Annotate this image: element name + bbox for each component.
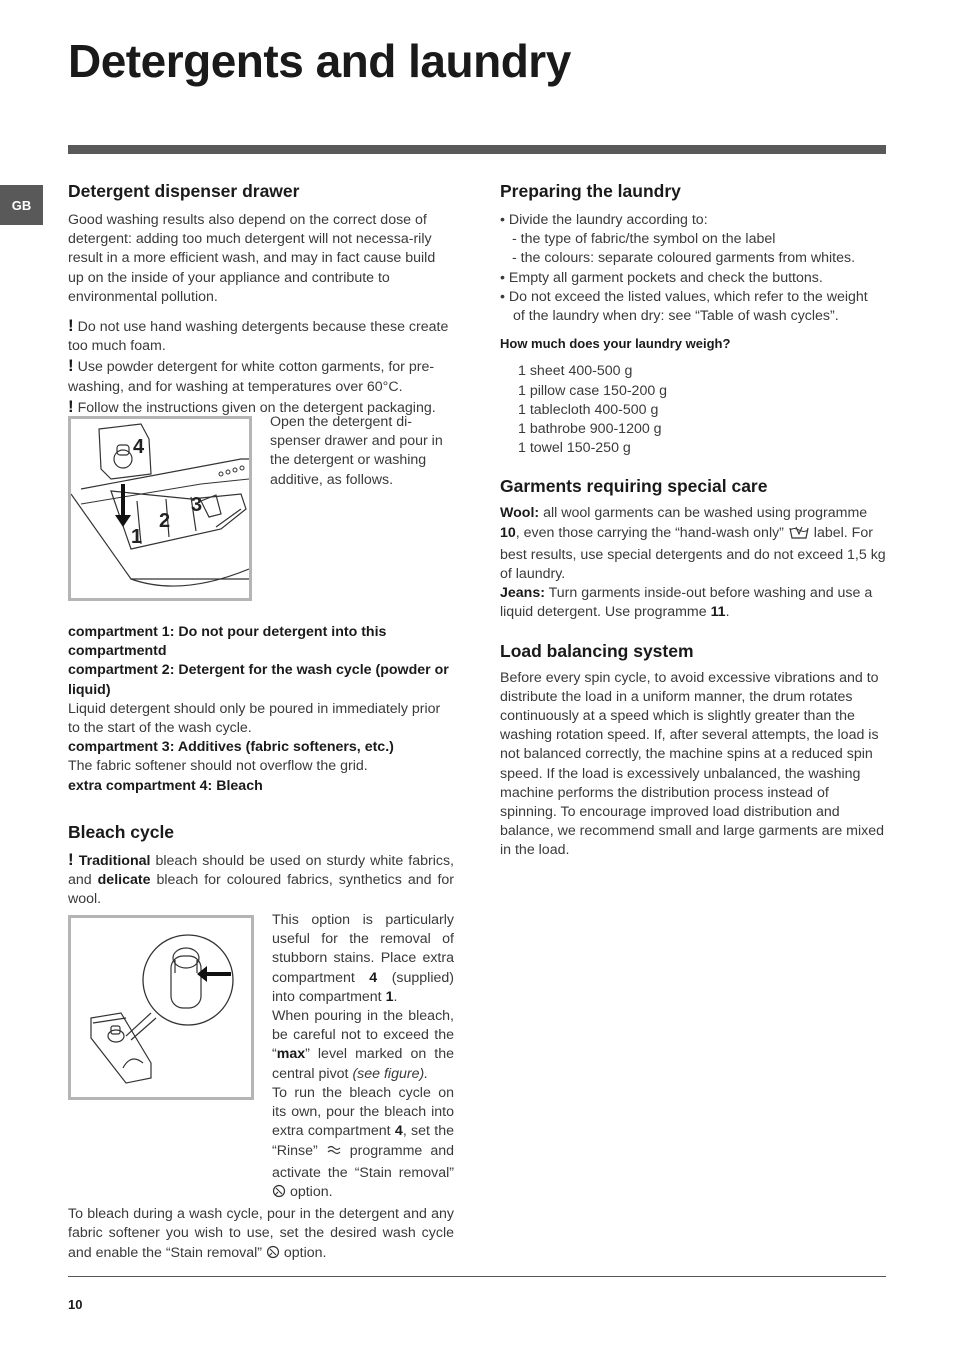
rinse-icon [326,1144,342,1164]
left-column [68,180,454,418]
right-column [500,180,888,861]
preparing-line-5: • Do not exceed the listed values, which refer to the weight [500,288,868,305]
compartments-list [68,623,454,909]
compartment-2: compartment 2: Detergent for the wash cycle (powder or liquid) [68,662,449,698]
figure-label-4: 4 [133,436,145,458]
bleach-heading: Bleach cycle [68,821,175,842]
title-divider [68,145,886,154]
page-title: Detergents and laundry [68,35,571,87]
language-tab: GB [0,185,43,225]
detergent-heading: Detergent dispenser drawer [68,181,300,201]
list-item: 1 tablecloth 400-500 g [518,401,659,418]
preparing-line-6: of the laundry when dry: see “Table of wash cycles”. [513,308,839,325]
hand-wash-icon [788,524,810,546]
warning-1: ! Do not use hand washing detergents because these create too much foam. [68,316,449,355]
wool-paragraph: Wool: all wool garments can be washed using programme 10, even those carrying the “hand-wash only” label. For best results, use special detergents and do not exceed 1,5 kg of laundry. [500,505,886,583]
footer-divider [68,1276,886,1277]
detergent-intro: Good washing results also depend on the correct dose of detergent: adding too much detergent will not necessa-rily result in a more efficient wash, and may in fact cause build up on the inside of your appliance and contribute to environmental pollution. [68,212,436,305]
list-item: 1 sheet 400-500 g [518,363,633,380]
figure-label-3: 3 [191,494,203,516]
weights-list [500,362,888,458]
bleach-intro: ! Traditional bleach should be used on sturdy white fabrics, and delicate bleach for coloured fabrics, synthetics and for wool. [68,849,454,908]
figure-label-2: 2 [159,510,171,532]
warning-3: ! Follow the instructions given on the detergent packaging. [68,396,436,416]
drawer-figure [68,416,252,601]
bleach-figure [68,915,254,1100]
jeans-paragraph: Jeans: Turn garments inside-out before washing and use a liquid detergent. Use programme 11. [500,585,873,621]
load-balancing-text: Before every spin cycle, to avoid excessive vibrations and to distribute the load in a uniform manner, the drum rotates continuously at a speed which is slightly greater than the washing rotation speed. If, after several attempts, the load is not balanced correctly, the machine spins at a reduced spin speed. If the load is excessively unbalanced, the washing machine performs the distribution process instead of spinning. To encourage improved load distribution and balance, we recommend small and large garments are mixed in the load. [500,669,885,859]
figure-label-1: 1 [131,526,143,548]
preparing-line-3: - the colours: separate coloured garments from whites. [512,250,856,267]
bleach-run-text: To run the bleach cycle on its own, pour the bleach into extra compartment 4, set the “Rinse” programme and activate the “Stain removal” option. To bleach during a wash cycle, pour in the detergent and any fabric softener you wish to use, set the desired wash cycle and enable the “Stain removal” option. [68,1084,454,1266]
list-item: 1 bathrobe 900-1200 g [518,421,662,438]
preparing-line-2: - the type of fabric/the symbol on the label [512,231,776,248]
stain-removal-icon [266,1244,280,1266]
bleach-instructions: This option is particularly useful for the removal of stubborn stains. Place extra compartment 4 (supplied) into compartment 1. When pouring in the bleach, be careful not to exceed the “max” level marked on the central pivot (see figure). [272,912,454,1082]
page-number: 10 [68,1297,83,1312]
list-item: 1 towel 150-250 g [518,440,631,457]
preparing-line-1: • Divide the laundry according to: [500,212,708,228]
special-care-heading: Garments requiring special care [500,476,768,497]
preparing-heading: Preparing the laundry [500,181,681,201]
compartment-3: compartment 3: Additives (fabric softeners, etc.) [68,739,394,756]
compartment-2-note: Liquid detergent should only be poured in immediately prior to the start of the wash cycle. [68,700,441,737]
compartment-1: compartment 1: Do not pour detergent into this compartmentd [68,624,387,660]
preparing-line-4: • Empty all garment pockets and check the buttons. [500,269,823,286]
compartment-3-note: The fabric softener should not overflow the grid. [68,758,368,775]
load-balancing-heading: Load balancing system [500,640,694,661]
list-item: 1 pillow case 150-200 g [518,382,668,399]
warning-2: ! Use powder detergent for white cotton garments, for pre-washing, and for washing at temperatures over 60°C. [68,356,435,395]
compartment-4: extra compartment 4: Bleach [68,777,263,794]
weigh-heading: How much does your laundry weigh? [500,336,731,352]
drawer-figure-caption: Open the detergent di-spenser drawer and pour in the detergent or washing additive, as follows. [270,414,443,488]
stain-removal-icon [272,1183,286,1205]
